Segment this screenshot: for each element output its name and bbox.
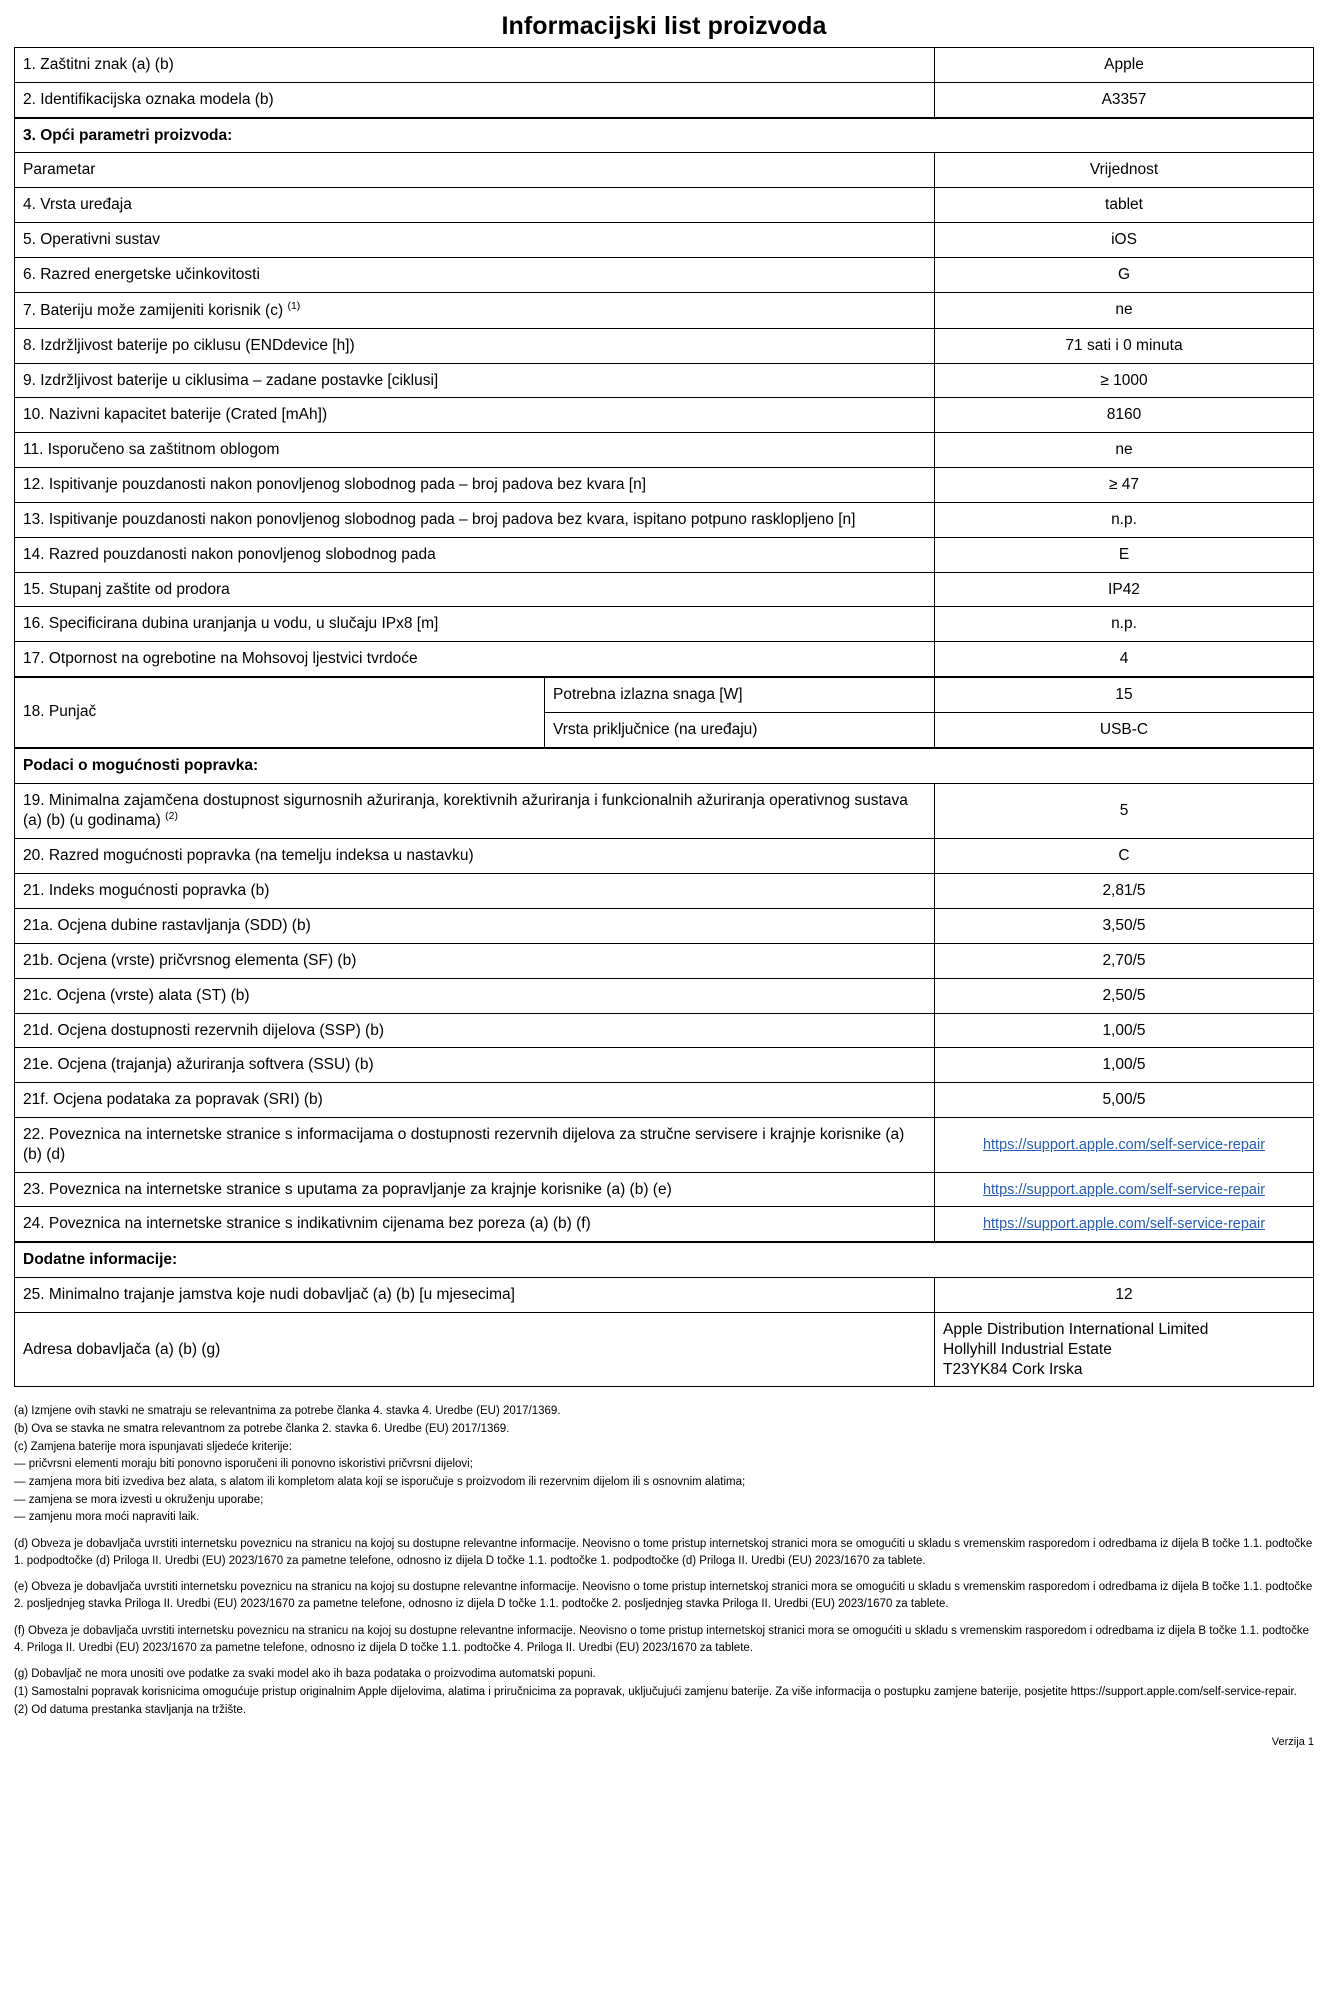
sf-score-label: 21b. Ocjena (vrste) pričvrsnog elementa (SF) (b): [15, 943, 935, 978]
repairability-index-value: 2,81/5: [935, 874, 1314, 909]
address-line: Apple Distribution International Limited: [943, 1320, 1209, 1338]
footnote-f: (f) Obveza je dobavljača uvrstiti internetsku poveznicu na stranicu na kojoj su dostupne relevantne informacije. Neovisno o tome pristup internetskoj stranici mora se omogućiti u skladu s vremenskim rasporedom i odredbama iz dijela B točke 1.1. podtočke 4. Priloga II. Uredbi (EU) 2023/1670 za pametne telefone, odnosno iz dijela D točke 1.1. podtočke 4. Priloga II. Uredbi (EU) 2023/1670 za tablete.: [14, 1624, 1310, 1654]
table-row: [15, 223, 1314, 258]
indicative-prices-link-label: 24. Poveznica na internetske stranice s indikativnim cijenama bez poreza (a) (b) (f): [15, 1207, 935, 1242]
user-replaceable-battery-label: [15, 292, 935, 328]
section-repair-heading: Podaci o mogućnosti popravka:: [15, 748, 1314, 783]
table-row: [15, 1278, 1314, 1313]
table-row: [15, 1207, 1314, 1242]
charger-connector-type-label: Vrsta priključnice (na uređaju): [545, 712, 935, 747]
protective-coating-label: 11. Isporučeno sa zaštitnom oblogom: [15, 433, 935, 468]
operating-system-label: 5. Operativni sustav: [15, 223, 935, 258]
charger-output-power-value: 15: [935, 678, 1314, 713]
table-row: [15, 909, 1314, 944]
software-updates-value: 5: [935, 783, 1314, 839]
table-row: [15, 978, 1314, 1013]
battery-endurance-label: 8. Izdržljivost baterije po ciklusu (ENDdevice [h]): [15, 328, 935, 363]
address-line: Hollyhill Industrial Estate: [943, 1340, 1112, 1358]
warranty-duration-label: 25. Minimalno trajanje jamstva koje nudi dobavljač (a) (b) [u mjesecima]: [15, 1278, 935, 1313]
ingress-protection-label: 15. Stupanj zaštite od prodora: [15, 572, 935, 607]
table-row: [15, 433, 1314, 468]
spare-parts-link-label: 22. Poveznica na internetske stranice s informacijama o dostupnosti rezervnih dijelova za stručne servisere i krajnje korisnike (a) (b) (d): [15, 1117, 935, 1172]
drop-test-value: ≥ 47: [935, 468, 1314, 503]
table-row: [15, 188, 1314, 223]
table-row: [15, 1117, 1314, 1172]
table-row: [15, 82, 1314, 117]
repair-instructions-link-cell[interactable]: [935, 1172, 1314, 1207]
table-row: [15, 943, 1314, 978]
st-score-value: 2,50/5: [935, 978, 1314, 1013]
column-header-parameter: Parametar: [15, 153, 935, 188]
sdd-score-label: 21a. Ocjena dubine rastavljanja (SDD) (b): [15, 909, 935, 944]
address-line: T23YK84 Cork Irska: [943, 1360, 1083, 1378]
table-row: [15, 363, 1314, 398]
section-heading-row: [15, 748, 1314, 783]
scratch-resistance-label: 17. Otpornost na ogrebotine na Mohsovoj ljestvici tvrdoće: [15, 642, 935, 677]
repairability-class-value: C: [935, 839, 1314, 874]
table-row: [15, 1312, 1314, 1386]
indicative-prices-link-cell[interactable]: [935, 1207, 1314, 1242]
rated-capacity-value: 8160: [935, 398, 1314, 433]
footnote-e: (e) Obveza je dobavljača uvrstiti internetsku poveznicu na stranicu na kojoj su dostupne relevantne informacije. Neovisno o tome pristup internetskoj stranici mora se omogućiti u skladu s vremenskim rasporedom i odredbama iz dijela B točke 1.1. podtočke 2. posljednjeg stavka Priloga II. Uredbi (EU) 2023/1670 za pametne telefone, odnosno iz dijela D točke 1.1. podtočke 2. posljednjeg stavka Priloga II. Uredbi (EU) 2023/1670 za tablete.: [14, 1581, 1313, 1611]
page-title: Informacijski list proizvoda: [501, 12, 827, 40]
battery-cycles-label: 9. Izdržljivost baterije u ciklusima – zadane postavke [ciklusi]: [15, 363, 935, 398]
table-row: [15, 572, 1314, 607]
footnote-c-item: — zamjena se mora izvesti u okruženju uporabe;: [14, 1493, 264, 1506]
charger-table: [14, 677, 1314, 748]
table-row: [15, 607, 1314, 642]
footnote-1: (1) Samostalni popravak korisnicima omogućuje pristup originalnim Apple dijelovima, alatima i priručnicima za popravak, uključujući zamjenu baterije. Za više informacija o postupku zamjene baterije, posjetite https://support.apple.com/self-service-repair.: [14, 1685, 1297, 1698]
additional-information-table: [14, 1242, 1314, 1387]
sri-score-value: 5,00/5: [935, 1083, 1314, 1118]
table-header-row: [15, 153, 1314, 188]
column-header-value: Vrijednost: [935, 153, 1314, 188]
charger-label: 18. Punjač: [15, 678, 545, 748]
table-row: [15, 642, 1314, 677]
table-row: [15, 678, 1314, 713]
footnote-c-item: — pričvrsni elementi moraju biti ponovno isporučeni ili ponovno iskoristivi pričvrsni dijelovi;: [14, 1458, 473, 1471]
sdd-score-value: 3,50/5: [935, 909, 1314, 944]
table-row: [15, 839, 1314, 874]
section-additional-heading: Dodatne informacije:: [15, 1243, 1314, 1278]
trademark-label: 1. Zaštitni znak (a) (b): [15, 48, 935, 83]
software-updates-label: [15, 783, 935, 839]
supplier-address-value: [935, 1312, 1314, 1386]
footnote-c-item: — zamjenu mora moći napraviti laik.: [14, 1511, 200, 1524]
table-row: [15, 502, 1314, 537]
immersion-depth-label: 16. Specificirana dubina uranjanja u vodu, u slučaju IPx8 [m]: [15, 607, 935, 642]
protective-coating-value: ne: [935, 433, 1314, 468]
table-row: [15, 1083, 1314, 1118]
energy-class-label: 6. Razred energetske učinkovitosti: [15, 257, 935, 292]
footnote-a: (a) Izmjene ovih stavki ne smatraju se relevantnima za potrebe članka 4. stavka 4. Uredbe (EU) 2017/1369.: [14, 1405, 561, 1418]
software-updates-text: 19. Minimalna zajamčena dostupnost sigurnosnih ažuriranja, korektivnih ažuriranja i funkcionalnih ažuriranja operativnog sustava (a) (b) (u godinama): [23, 791, 908, 830]
drop-test-disassembled-value: n.p.: [935, 502, 1314, 537]
table-row: [15, 328, 1314, 363]
sri-score-label: 21f. Ocjena podataka za popravak (SRI) (b): [15, 1083, 935, 1118]
repairability-table: [14, 748, 1314, 1243]
ssu-score-label: 21e. Ocjena (trajanja) ažuriranja softvera (SSU) (b): [15, 1048, 935, 1083]
section-heading-row: [15, 118, 1314, 153]
drop-test-label: 12. Ispitivanje pouzdanosti nakon ponovljenog slobodnog pada – broj padova bez kvara [n]: [15, 468, 935, 503]
repair-instructions-link[interactable]: https://support.apple.com/self-service-repair: [982, 1181, 1266, 1198]
trademark-value: Apple: [935, 48, 1314, 83]
table-row: [15, 783, 1314, 839]
drop-test-disassembled-label: 13. Ispitivanje pouzdanosti nakon ponovljenog slobodnog pada – broj padova bez kvara, ispitano potpuno rasklopljeno [n]: [15, 502, 935, 537]
footnote-marker: (2): [165, 810, 178, 823]
table-row: [15, 48, 1314, 83]
battery-endurance-value: 71 sati i 0 minuta: [935, 328, 1314, 363]
scratch-resistance-value: 4: [935, 642, 1314, 677]
table-row: [15, 537, 1314, 572]
user-replaceable-battery-text: 7. Bateriju može zamijeniti korisnik (c): [23, 301, 284, 319]
battery-cycles-value: ≥ 1000: [935, 363, 1314, 398]
model-identifier-value: A3357: [935, 82, 1314, 117]
footnote-c-item: — zamjena mora biti izvediva bez alata, s alatom ili kompletom alata koji se isporučuje s proizvodom ili rezervnim dijelom ili s osnovnim alatima;: [14, 1476, 746, 1489]
ssu-score-value: 1,00/5: [935, 1048, 1314, 1083]
footnotes: [14, 1403, 1314, 1718]
spare-parts-link-cell[interactable]: [935, 1117, 1314, 1172]
sf-score-value: 2,70/5: [935, 943, 1314, 978]
ssp-score-label: 21d. Ocjena dostupnosti rezervnih dijelova (SSP) (b): [15, 1013, 935, 1048]
table-row: [15, 1048, 1314, 1083]
repairability-index-label: 21. Indeks mogućnosti popravka (b): [15, 874, 935, 909]
general-parameters-table: [14, 118, 1314, 677]
reliability-class-value: E: [935, 537, 1314, 572]
table-row: [15, 292, 1314, 328]
charger-connector-type-value: USB-C: [935, 712, 1314, 747]
device-type-label: 4. Vrsta uređaja: [15, 188, 935, 223]
ingress-protection-value: IP42: [935, 572, 1314, 607]
repairability-class-label: 20. Razred mogućnosti popravka (na temelju indeksa u nastavku): [15, 839, 935, 874]
warranty-duration-value: 12: [935, 1278, 1314, 1313]
immersion-depth-value: n.p.: [935, 607, 1314, 642]
indicative-prices-link[interactable]: https://support.apple.com/self-service-repair: [982, 1216, 1266, 1233]
rated-capacity-label: 10. Nazivni kapacitet baterije (Crated [mAh]): [15, 398, 935, 433]
st-score-label: 21c. Ocjena (vrste) alata (ST) (b): [15, 978, 935, 1013]
section-general-heading: 3. Opći parametri proizvoda:: [15, 118, 1314, 153]
table-row: [15, 257, 1314, 292]
spare-parts-link[interactable]: https://support.apple.com/self-service-repair: [982, 1136, 1266, 1153]
footnote-c-intro: (c) Zamjena baterije mora ispunjavati sljedeće kriterije:: [14, 1440, 293, 1453]
table-row: [15, 468, 1314, 503]
reliability-class-label: 14. Razred pouzdanosti nakon ponovljenog slobodnog pada: [15, 537, 935, 572]
section-heading-row: [15, 1243, 1314, 1278]
operating-system-value: iOS: [935, 223, 1314, 258]
model-identifier-label: 2. Identifikacijska oznaka modela (b): [15, 82, 935, 117]
footnote-marker: (1): [287, 299, 301, 312]
footnote-d: (d) Obveza je dobavljača uvrstiti internetsku poveznicu na stranicu na kojoj su dostupne relevantne informacije. Neovisno o tome pristup internetskoj stranici mora se omogućiti u skladu s vremenskim rasporedom i odredbama iz dijela B točke 1.1. podtočke 1. podpodtočke (d) Priloga II. Uredbi (EU) 2023/1670 za pametne telefone, odnosno iz dijela D točke 1.1. podtočke 1. podpodtočke (d) Priloga II. Uredbi (EU) 2023/1670 za tablete.: [14, 1538, 1313, 1567]
version-label: Verzija 1: [1271, 1736, 1314, 1749]
supplier-address-label: Adresa dobavljača (a) (b) (g): [15, 1312, 935, 1386]
energy-class-value: G: [935, 257, 1314, 292]
footnote-2: (2) Od datuma prestanka stavljanja na tržište.: [14, 1703, 247, 1716]
table-row: [15, 1172, 1314, 1207]
footnote-b: (b) Ova se stavka ne smatra relevantnom za potrebe članka 2. stavka 6. Uredbe (EU) 2017/1369.: [14, 1423, 510, 1436]
user-replaceable-battery-value: ne: [935, 292, 1314, 328]
table-row: [15, 874, 1314, 909]
table-row: [15, 1013, 1314, 1048]
device-type-value: tablet: [935, 188, 1314, 223]
charger-output-power-label: Potrebna izlazna snaga [W]: [545, 678, 935, 713]
identification-table: [14, 47, 1314, 118]
table-row: [15, 398, 1314, 433]
ssp-score-value: 1,00/5: [935, 1013, 1314, 1048]
footnote-g: (g) Dobavljač ne mora unositi ove podatke za svaki model ako ih baza podataka o proizvodima automatski popuni.: [14, 1668, 596, 1681]
repair-instructions-link-label: 23. Poveznica na internetske stranice s uputama za popravljanje za krajnje korisnike (a) (b) (e): [15, 1172, 935, 1207]
